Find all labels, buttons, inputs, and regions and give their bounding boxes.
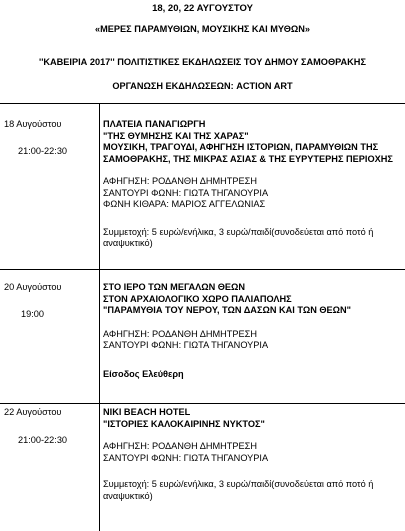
event-venue: ΠΛΑΤΕΙΑ ΠΑΝΑΓΙΩΡΓΗ	[103, 119, 206, 129]
event-time: 21:00-22:30	[18, 146, 68, 156]
event-credit: ΣΑΝΤΟΥΡΙ ΦΩΝΗ: ΓΙΩΤΑ ΤΗΓΑΝΟΥΡΙΑ	[103, 187, 269, 198]
event-venue: ΣΤΟ ΙΕΡΟ ΤΩΝ ΜΕΓΑΛΩΝ ΘΕΩΝ	[103, 282, 246, 292]
event-credit: ΣΑΝΤΟΥΡΙ ΦΩΝΗ: ΓΙΩΤΑ ΤΗΓΑΝΟΥΡΙΑ	[103, 452, 269, 463]
event-date: 22 Αυγούστου	[4, 407, 62, 417]
event-title: "ΠΑΡΑΜΥΘΙΑ ΤΟΥ ΝΕΡΟΥ, ΤΩΝ ΔΑΣΩΝ ΚΑΙ ΤΩΝ ΘΕΩΝ"	[103, 305, 352, 315]
organizer-line: ΟΡΓΑΝΩΣΗ ΕΚΔΗΛΩΣΕΩΝ: ACTION ART	[112, 81, 293, 91]
event-time: 19:00	[21, 309, 44, 319]
event-credit: ΑΦΗΓΗΣΗ: ΡΟΔΑΝΘΗ ΔΗΜΗΤΡΕΣΗ	[103, 328, 257, 339]
event-fee-line: Συμμετοχή: 5 ευρώ/ενήλικα, 3 ευρώ/παιδί(συνοδεύεται από ποτό ή	[103, 226, 374, 237]
event-title: "ΤΗΣ ΘΥΜΗΣΗΣ ΚΑΙ ΤΗΣ ΧΑΡΑΣ"	[103, 130, 249, 141]
event-details	[103, 407, 401, 502]
event-fee-line: αναψυκτικό)	[103, 238, 153, 248]
festival-title: ''ΚΑΒΕΙΡΙΑ 2017'' ΠΟΛΙΤΙΣΤΙΚΕΣ ΕΚΔΗΛΩΣΕΙΣ ΤΟΥ ΔΗΜΟΥ ΣΑΜΟΘΡΑΚΗΣ	[39, 57, 366, 67]
event-date: 18 Αυγούστου	[4, 119, 62, 129]
event-credit: ΑΦΗΓΗΣΗ: ΡΟΔΑΝΘΗ ΔΗΜΗΤΡΕΣΗ	[103, 441, 257, 451]
event-details	[103, 282, 401, 380]
event-details	[103, 119, 401, 250]
table-row	[0, 103, 405, 269]
table-row	[0, 269, 405, 403]
event-venue-detail: ΣΤΟΝ ΑΡΧΑΙΟΛΟΓΙΚΟ ΧΩΡΟ ΠΑΛΙΑΠΟΛΗΣ	[103, 293, 292, 304]
event-credit: ΣΑΝΤΟΥΡΙ ΦΩΝΗ: ΓΙΩΤΑ ΤΗΓΑΝΟΥΡΙΑ	[103, 340, 269, 350]
event-dates: 18, 20, 22 ΑΥΓΟΥΣΤΟΥ	[152, 3, 253, 14]
event-time: 21:00-22:30	[18, 435, 68, 445]
event-credit: ΦΩΝΗ ΚΙΘΑΡΑ: ΜΑΡΙΟΣ ΑΓΓΕΛΩΝΙΑΣ	[103, 199, 266, 209]
event-description-line: ΜΟΥΣΙΚΗ, ΤΡΑΓΟΥΔΙ, ΑΦΗΓΗΣΗ ΙΣΤΟΡΙΩΝ, ΠΑΡΑΜΥΘΙΩΝ ΤΗΣ	[103, 142, 379, 152]
event-description-line: ΣΑΜΟΘΡΑΚΗΣ, ΤΗΣ ΜΙΚΡΑΣ ΑΣΙΑΣ & ΤΗΣ ΕΥΡΥΤΕΡΗΣ ΠΕΡΙΟΧΗΣ	[103, 153, 393, 164]
event-fee-line: Συμμετοχή: 5 ευρώ/ενήλικα, 3 ευρώ/παιδί(συνοδεύεται από ποτό ή	[103, 479, 374, 489]
event-credit: ΑΦΗΓΗΣΗ: ΡΟΔΑΝΘΗ ΔΗΜΗΤΡΕΣΗ	[103, 176, 257, 186]
schedule-table	[0, 103, 405, 531]
event-entry: Είσοδος Ελεύθερη	[103, 368, 184, 379]
event-fee-line: αναψυκτικό)	[103, 490, 153, 501]
series-title: «ΜΕΡΕΣ ΠΑΡΑΜΥΘΙΩΝ, ΜΟΥΣΙΚΗΣ ΚΑΙ ΜΥΘΩΝ»	[95, 24, 310, 34]
table-row	[0, 403, 405, 531]
event-date: 20 Αυγούστου	[4, 282, 62, 292]
event-title: "ΙΣΤΟΡΙΕΣ ΚΑΛΟΚΑΙΡΙΝΗΣ ΝΥΚΤΟΣ"	[103, 418, 265, 429]
event-venue: NIKI BEACH HOTEL	[103, 407, 191, 417]
